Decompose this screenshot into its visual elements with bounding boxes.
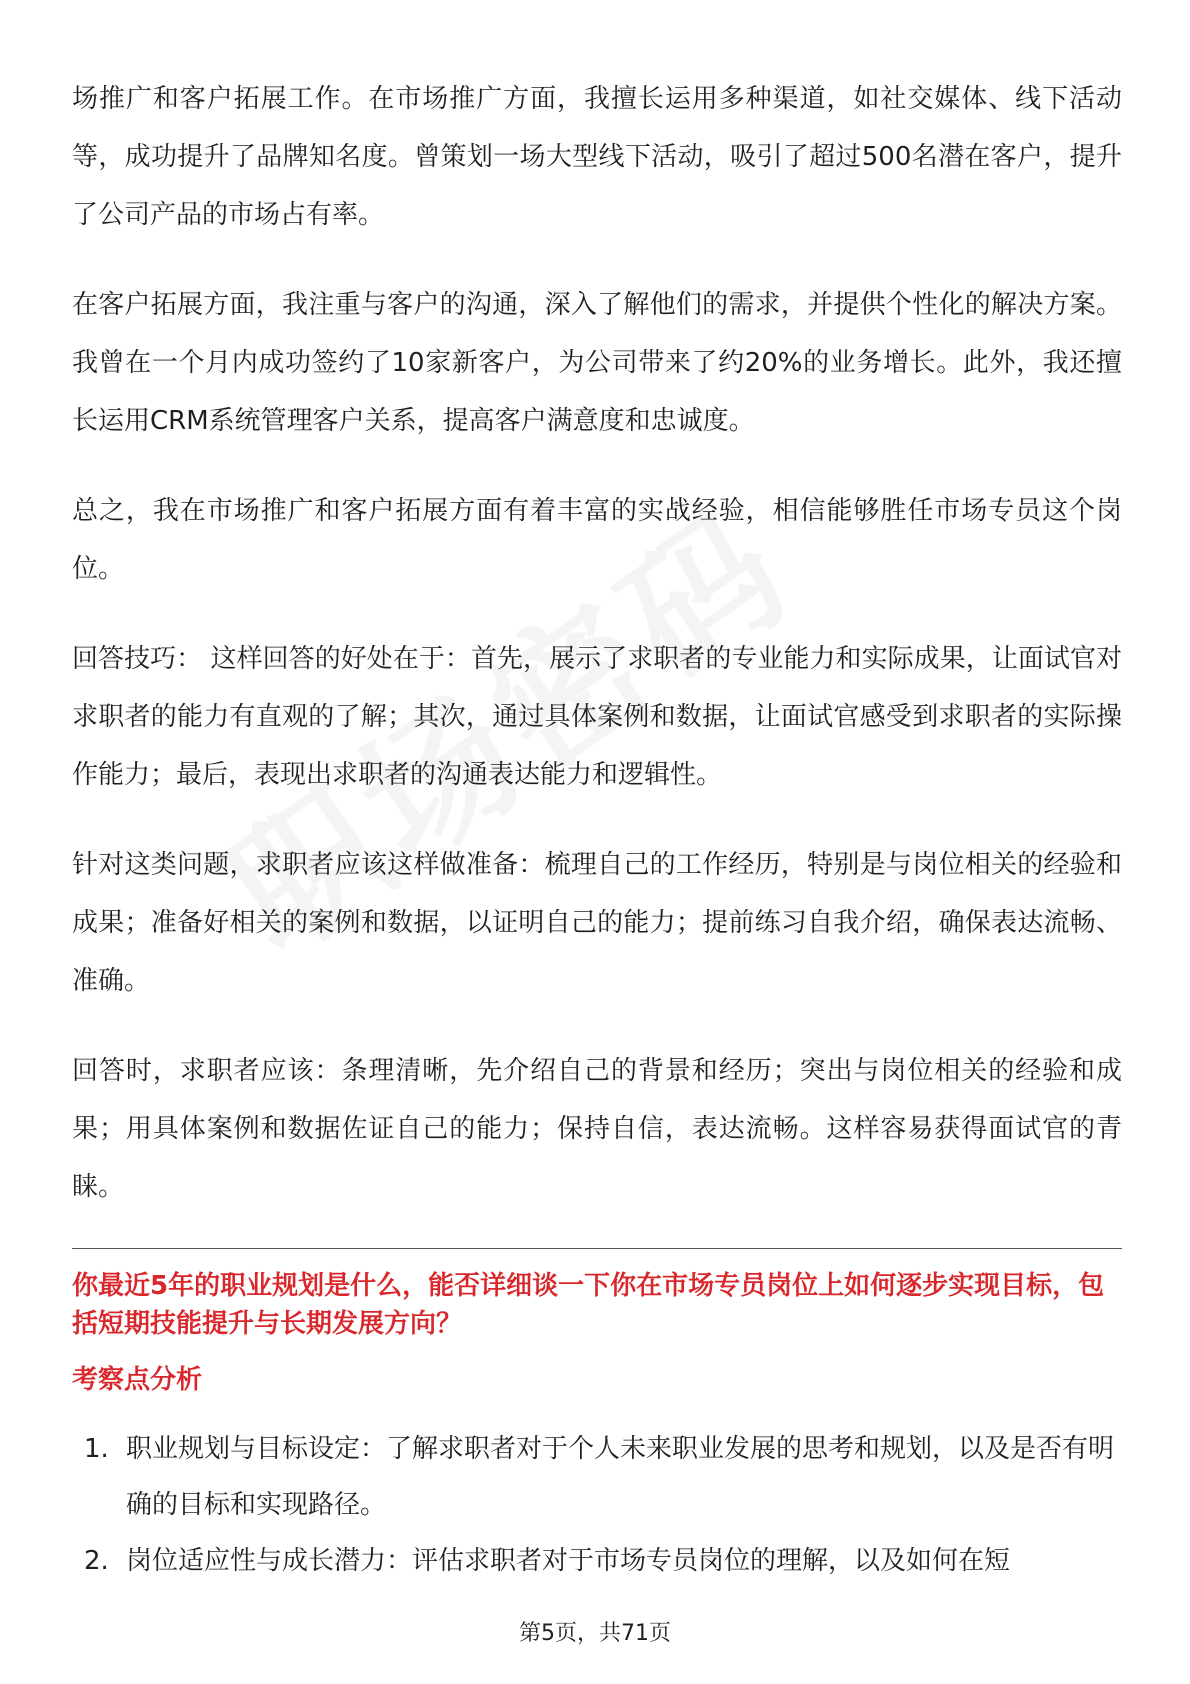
analysis-list [72, 1421, 1122, 1589]
list-item-number: 2. [84, 1546, 109, 1576]
document-body [72, 70, 1122, 1589]
list-item-text: 岗位适应性与成长潜力：评估求职者对于市场专员岗位的理解，以及如何在短 [126, 1546, 1011, 1576]
section-divider [72, 1248, 1122, 1249]
interview-question: 你最近5年的职业规划是什么，能否详细谈一下你在市场专员岗位上如何逐步实现目标，包括短期技能提升与长期发展方向？ [72, 1271, 1105, 1339]
analysis-heading: 考察点分析 [72, 1365, 203, 1395]
paragraph-1: 场推广和客户拓展工作。在市场推广方面，我擅长运用多种渠道，如社交媒体、线下活动等，成功提升了品牌知名度。曾策划一场大型线下活动，吸引了超过500名潜在客户，提升了公司产品的市场占有率。 [72, 84, 1122, 230]
list-item [72, 1421, 1122, 1533]
paragraph-3: 总之，我在市场推广和客户拓展方面有着丰富的实战经验，相信能够胜任市场专员这个岗位。 [72, 496, 1122, 584]
list-item [72, 1533, 1122, 1589]
preparation-paragraph: 针对这类问题，求职者应该这样做准备：梳理自己的工作经历，特别是与岗位相关的经验和成果；准备好相关的案例和数据，以证明自己的能力；提前练习自我介绍，确保表达流畅、准确。 [72, 850, 1122, 996]
answering-paragraph: 回答时，求职者应该：条理清晰，先介绍自己的背景和经历；突出与岗位相关的经验和成果；用具体案例和数据佐证自己的能力；保持自信，表达流畅。这样容易获得面试官的青睐。 [72, 1056, 1122, 1202]
page-footer: 第5页，共71页 [519, 1621, 671, 1646]
list-item-text: 职业规划与目标设定：了解求职者对于个人未来职业发展的思考和规划，以及是否有明确的目标和实现路径。 [126, 1434, 1115, 1520]
list-item-number: 1. [84, 1434, 109, 1464]
answer-tips-paragraph: 回答技巧： 这样回答的好处在于：首先，展示了求职者的专业能力和实际成果，让面试官对求职者的能力有直观的了解；其次，通过具体案例和数据，让面试官感受到求职者的实际操作能力；最后，表现出求职者的沟通表达能力和逻辑性。 [72, 644, 1122, 790]
paragraph-2: 在客户拓展方面，我注重与客户的沟通，深入了解他们的需求，并提供个性化的解决方案。我曾在一个月内成功签约了10家新客户，为公司带来了约20%的业务增长。此外，我还擅长运用CRM系统管理客户关系，提高客户满意度和忠诚度。 [72, 290, 1122, 436]
